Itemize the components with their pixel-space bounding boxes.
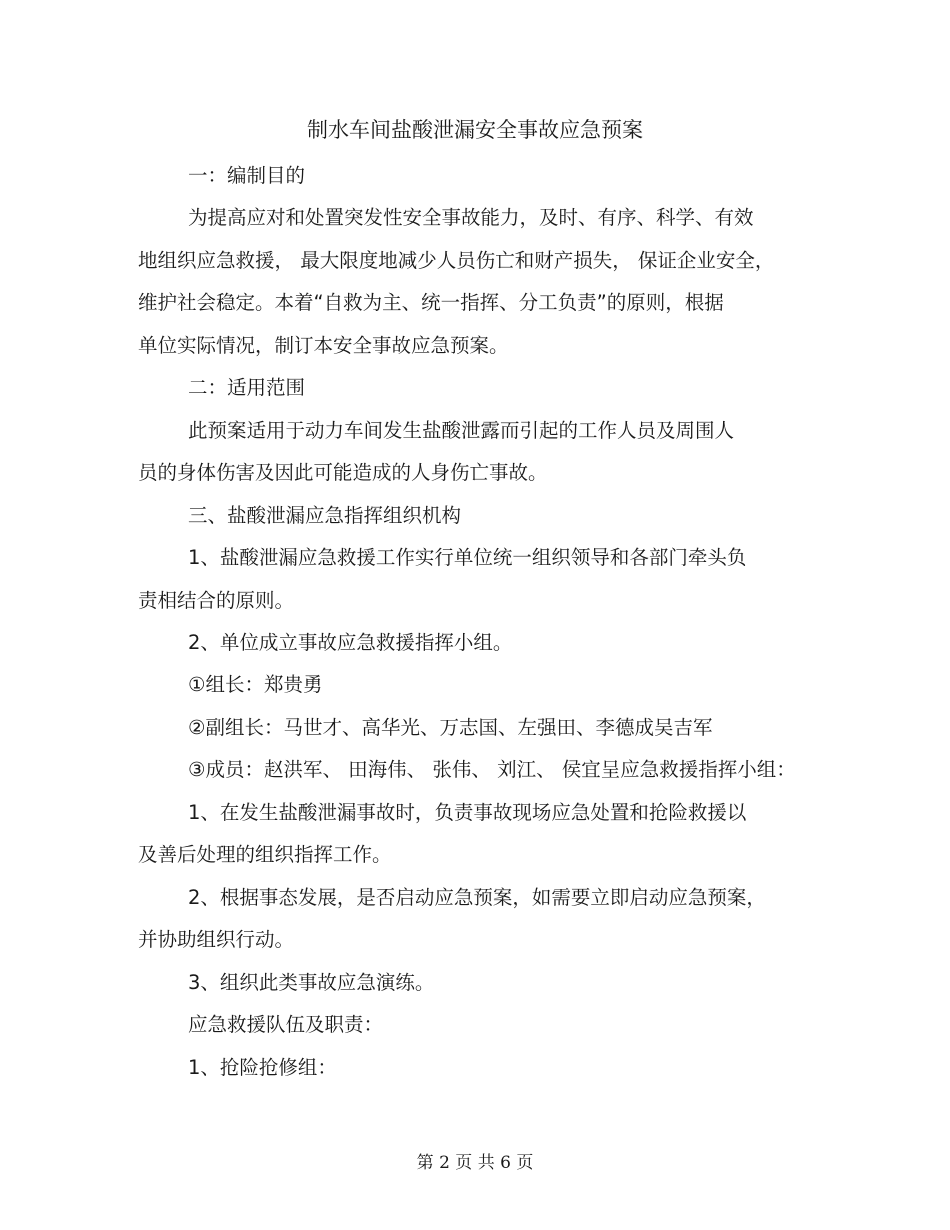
paragraph-line: 1、抢险抢修组：	[188, 1056, 337, 1079]
paragraph-line: 为提高应对和处置突发性安全事故能力，及时、有序、科学、有效	[188, 206, 754, 229]
paragraph-line: 单位实际情况，制订本安全事故应急预案。	[138, 334, 509, 357]
section-heading: 二：适用范围	[188, 376, 306, 399]
paragraph-line: 责相结合的原则。	[138, 589, 295, 612]
paragraph-line: 及善后处理的组织指挥工作。	[138, 843, 392, 866]
paragraph-line: 1、在发生盐酸泄漏事故时，负责事故现场应急处置和抢险救援以	[188, 801, 747, 824]
paragraph-line: 此预案适用于动力车间发生盐酸泄露而引起的工作人员及周围人	[188, 419, 735, 442]
paragraph-line: 地组织应急救援， 最大限度地减少人员伤亡和财产损失， 保证企业安全，	[138, 249, 775, 272]
paragraph-line: 3、组织此类事故应急演练。	[188, 971, 435, 994]
paragraph-line: 并协助组织行动。	[138, 928, 295, 951]
paragraph-line: 2、单位成立事故应急救援指挥小组。	[188, 631, 513, 654]
list-item: ②副组长：马世才、高华光、万志国、左强田、李德成吴吉军	[188, 716, 713, 739]
list-item: ③成员：赵洪军、 田海伟、 张伟、 刘江、 侯宜呈应急救援指挥小组：	[188, 758, 796, 781]
page-number-footer: 第 2 页 共 6 页	[416, 1153, 534, 1173]
list-item: ①组长：郑贵勇	[188, 673, 323, 696]
paragraph-line: 员的身体伤害及因此可能造成的人身伤亡事故。	[138, 461, 548, 484]
section-heading: 三、盐酸泄漏应急指挥组织机构	[188, 504, 462, 527]
paragraph-line: 应急救援队伍及职责：	[188, 1013, 384, 1036]
section-heading: 一：编制目的	[188, 164, 306, 187]
paragraph-line: 2、根据事态发展，是否启动应急预案，如需要立即启动应急预案，	[188, 886, 766, 909]
document-title: 制水车间盐酸泄漏安全事故应急预案	[307, 118, 643, 142]
paragraph-line: 1、盐酸泄漏应急救援工作实行单位统一组织领导和各部门牵头负	[188, 546, 747, 569]
paragraph-line: 维护社会稳定。本着“自救为主、统一指挥、分工负责”的原则，根据	[138, 291, 724, 314]
